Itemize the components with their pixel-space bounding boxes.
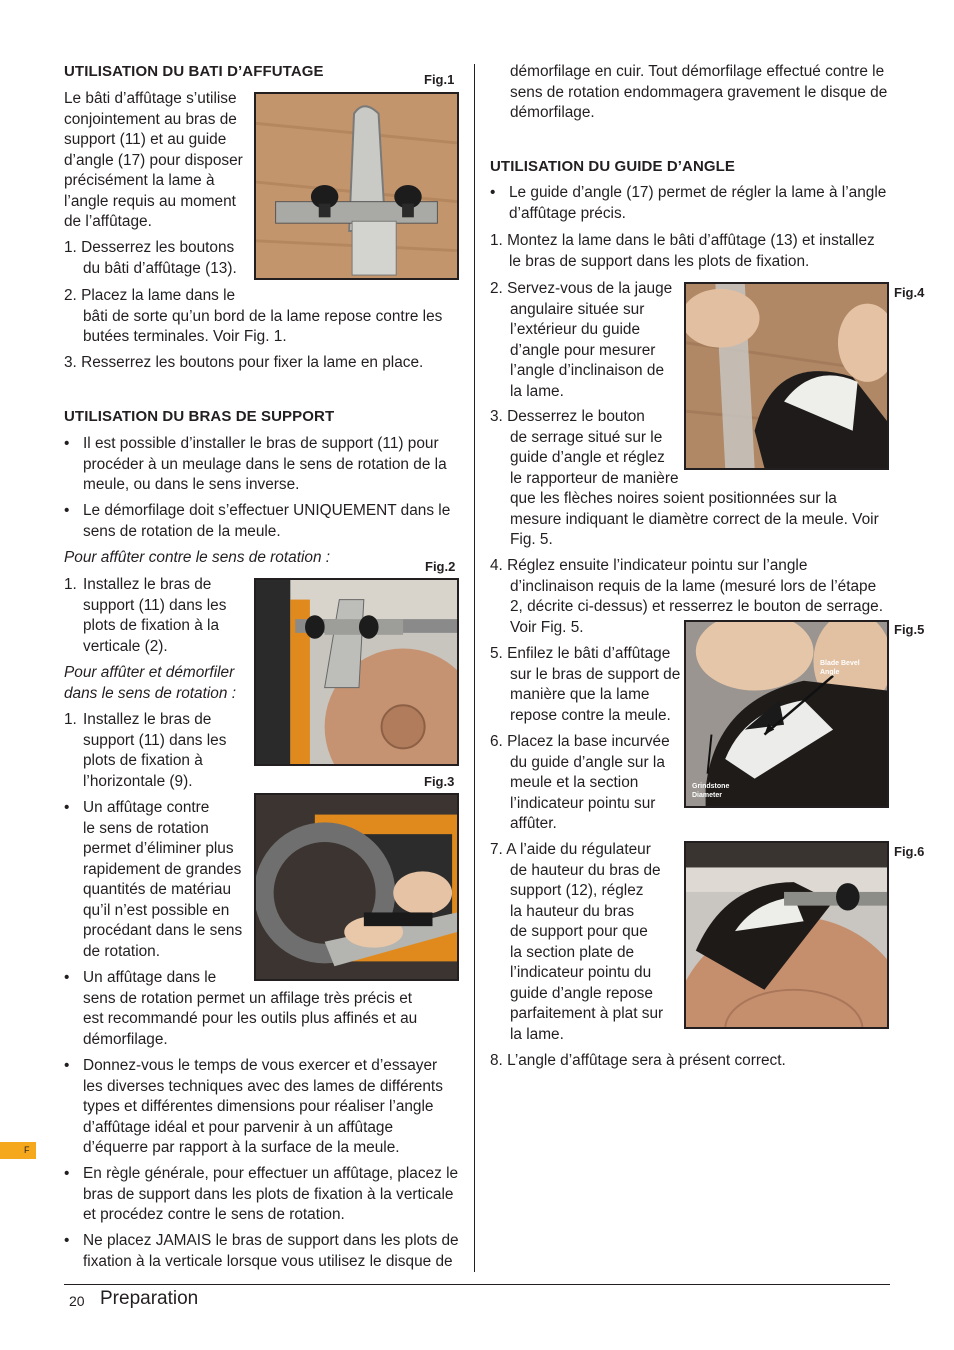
bras-bullet-7: • Ne placez JAMAIS le bras de support dans les plots de fixation à la verticale lorsque vous utilisez le disque de (64, 1232, 459, 1270)
bati-step-2: 2. Placez la lame dans le bâti de sorte qu’un bord de la lame repose contre les butées terminales. Voir Fig. 1. (64, 287, 443, 345)
guide-step-8: 8. L’angle d’affûtage sera à présent correct. (490, 1052, 786, 1069)
bras-bullet-4: • Un affûtage dans le sens de rotation permet un affilage très précis et est recommandé pour les outils plus affinés et au démorfilage. (64, 969, 418, 1048)
guide-step-1: 1. Montez la lame dans le bâti d’affûtage (13) et installez le bras de support dans les plots de fixation. (490, 232, 875, 270)
bati-step-1: 1. Desserrez les boutons du bâti d’affûtage (13). (64, 239, 237, 277)
fig3-label: Fig.3 (424, 774, 455, 789)
fig2-label: Fig.2 (425, 559, 456, 574)
bras-bullet-2: • Le démorfilage doit s’effectuer UNIQUEMENT dans le sens de rotation de la meule. (64, 502, 451, 540)
column-divider (474, 64, 475, 1272)
fig5-photo (684, 620, 889, 808)
section-heading-bati: UTILISATION DU BATI D’AFFUTAGE (64, 63, 324, 80)
guide-step-6: 6. Placez la base incurvée du guide d’angle sur la meule et la section l’indicateur pointu sur affûter. (490, 733, 670, 832)
fig6-label: Fig.6 (894, 844, 925, 859)
fig3-photo (254, 793, 459, 981)
bati-intro: Le bâti d’affûtage s’utilise conjointement au bras de support (11) et au guide d’angle (17) pour disposer précisément la lame à l’angle requis au moment de l’affûtage. (64, 90, 243, 230)
fig2-photo (254, 578, 459, 766)
section-heading-bras: UTILISATION DU BRAS DE SUPPORT (64, 408, 335, 425)
fig1-photo (254, 92, 459, 280)
bras-bullet-1: • Il est possible d’installer le bras de support (11) pour procéder à un meulage dans le sens de rotation de la meule, ou dans le sens inverse. (64, 435, 447, 493)
italic-contre: Pour affûter contre le sens de rotation : (64, 549, 331, 566)
bras-bullet-5: • Donnez-vous le temps de vous exercer et d’essayer les diverses techniques avec des lames de différents types et différentes dimensions pour réaliser l’angle d’affûtage idéal et pour parvenir à un affûtage d’équerre par rapport à la surface de la meule. (64, 1057, 443, 1156)
bras-bullet-3: • Un affûtage contre le sens de rotation permet d’éliminer plus rapidement de grandes quantités de matériau qu’il n’est possible en procédant dans le sens de rotation. (64, 799, 243, 960)
guide-step-7: 7. A l’aide du régulateur de hauteur du bras de support (12), réglez la hauteur du bras de support pour que la section plate de l’indicateur pointu du guide d’angle repose parfaitement à plat sur la lame. (490, 841, 664, 1043)
demorfilage-continued: démorfilage en cuir. Tout démorfilage effectué contre le sens de rotation endommagera gravement le disque de démorfilage. (510, 63, 888, 121)
contre-step-num: 1. (64, 576, 77, 593)
bati-step-3: 3. Resserrez les boutons pour fixer la lame en place. (64, 354, 424, 371)
guide-step-4: 4. Réglez ensuite l’indicateur pointu sur l’angle d’inclinaison requis de la lame (mesuré lors de l’étape 2, décrite ci-dessus) et resserrez le bouton de serrage. Voir Fig. 5. (490, 557, 883, 636)
bras-bullet-6: • En règle générale, pour effectuer un affûtage, placez le bras de support dans les plots de fixation à la verticale et procédez contre le sens de rotation. (64, 1165, 459, 1223)
italic-dans: Pour affûter et démorfiler dans le sens de rotation : (64, 664, 236, 702)
language-tab: F (0, 1142, 36, 1159)
guide-step-2: 2. Servez-vous de la jauge angulaire située sur l’extérieur du guide d’angle pour mesurer l’angle d’inclinaison de la lame. (490, 280, 673, 400)
fig1-label: Fig.1 (424, 72, 455, 87)
footer-rule (64, 1284, 890, 1285)
fig4-label: Fig.4 (894, 285, 925, 300)
fig6-photo (684, 841, 889, 1029)
page-section-title: Preparation (100, 1288, 199, 1309)
fig5-label: Fig.5 (894, 622, 925, 637)
guide-step-5: 5. Enfilez le bâti d’affûtage sur le bras de support de manière que la lame repose contre la meule. (490, 645, 681, 724)
annot-grindstone-diameter: Grindstone Diameter (692, 783, 730, 799)
section-heading-guide: UTILISATION DU GUIDE D’ANGLE (490, 158, 736, 175)
dans-step-1: Installez le bras de support (11) dans les plots de fixation à l’horizontale (9). (83, 711, 227, 790)
annot-blade-bevel-angle: Blade Bevel Angle (820, 660, 860, 676)
contre-step-1: Installez le bras de support (11) dans les plots de fixation à la verticale (2). (83, 576, 227, 655)
guide-bullet-1: • Le guide d’angle (17) permet de régler la lame à l’angle d’affûtage précis. (490, 184, 887, 222)
guide-step-3: 3. Desserrez le bouton de serrage situé sur le guide d’angle et réglez le rapporteur de manière que les flèches noires soient positionnées sur la mesure indiquant le diamètre correct de la meule. Voir Fig. 5. (490, 408, 879, 548)
page-number: 20 (69, 1293, 85, 1309)
dans-step-num: 1. (64, 711, 77, 728)
